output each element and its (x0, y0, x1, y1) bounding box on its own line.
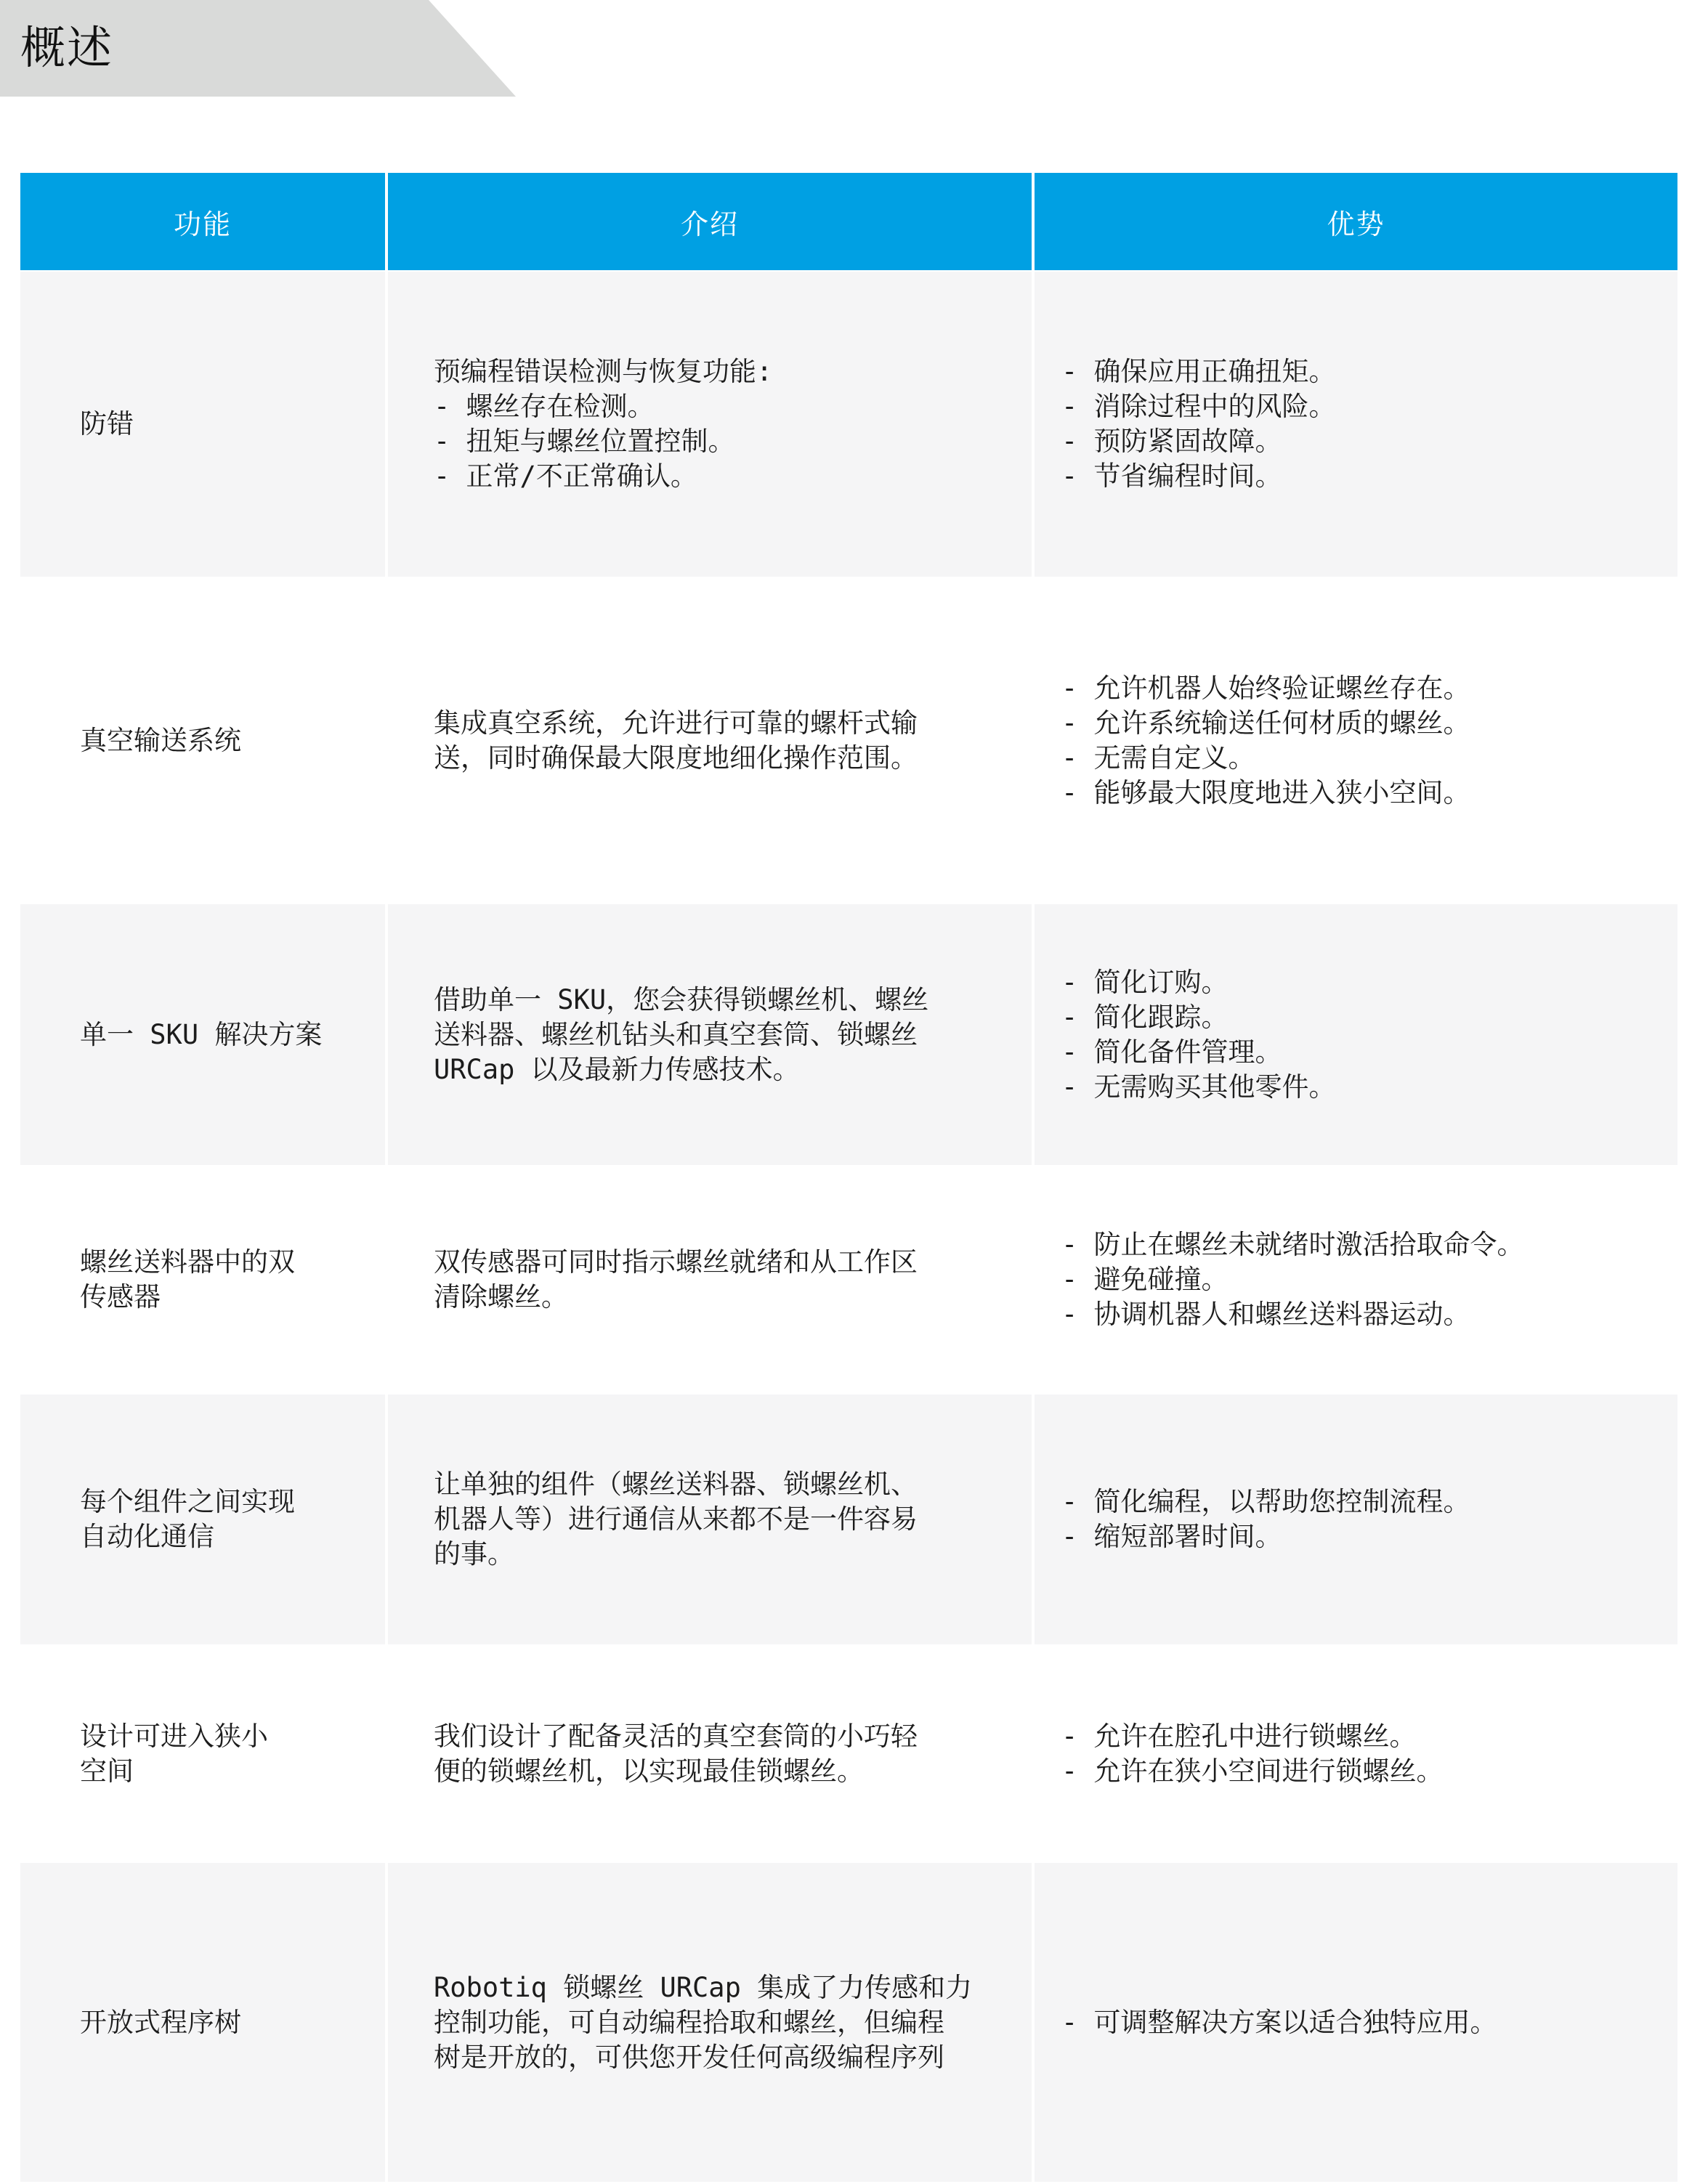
benefit-cell: - 确保应用正确扭矩。 - 消除过程中的风险。 - 预防紧固故障。 - 节省编程时间。 (1035, 272, 1677, 577)
benefit-cell: - 允许在腔孔中进行锁螺丝。 - 允许在狭小空间进行锁螺丝。 (1035, 1644, 1677, 1863)
header-intro: 介绍 (388, 173, 1032, 270)
feature-cell: 真空输送系统 (20, 577, 385, 904)
table-row (20, 1863, 1677, 2182)
table-header-row (20, 173, 1677, 270)
feature-cell: 螺丝送料器中的双 传感器 (20, 1165, 385, 1395)
table-row (20, 577, 1677, 904)
intro-cell: 借助单一 SKU，您会获得锁螺丝机、螺丝 送料器、螺丝机钻头和真空套筒、锁螺丝 URCap 以及最新力传感技术。 (388, 904, 1032, 1165)
intro-cell: 双传感器可同时指示螺丝就绪和从工作区 清除螺丝。 (388, 1165, 1032, 1395)
intro-cell: 集成真空系统，允许进行可靠的螺杆式输 送，同时确保最大限度地细化操作范围。 (388, 577, 1032, 904)
table-row (20, 904, 1677, 1165)
table-row (20, 1165, 1677, 1395)
feature-cell: 每个组件之间实现 自动化通信 (20, 1395, 385, 1644)
benefit-cell: - 可调整解决方案以适合独特应用。 (1035, 1863, 1677, 2182)
header-benefit: 优势 (1035, 173, 1677, 270)
feature-cell: 设计可进入狭小 空间 (20, 1644, 385, 1863)
overview-table (20, 173, 1677, 2182)
benefit-cell: - 防止在螺丝未就绪时激活拾取命令。 - 避免碰撞。 - 协调机器人和螺丝送料器运动。 (1035, 1165, 1677, 1395)
intro-cell: Robotiq 锁螺丝 URCap 集成了力传感和力 控制功能，可自动编程拾取和螺丝，但编程 树是开放的，可供您开发任何高级编程序列 (388, 1863, 1032, 2182)
benefit-cell: - 允许机器人始终验证螺丝存在。 - 允许系统输送任何材质的螺丝。 - 无需自定义。 - 能够最大限度地进入狭小空间。 (1035, 577, 1677, 904)
table-row (20, 1395, 1677, 1644)
intro-cell: 让单独的组件（螺丝送料器、锁螺丝机、 机器人等）进行通信从来都不是一件容易 的事。 (388, 1395, 1032, 1644)
header-feature: 功能 (20, 173, 385, 270)
table-row (20, 272, 1677, 577)
intro-cell: 预编程错误检测与恢复功能: - 螺丝存在检测。 - 扭矩与螺丝位置控制。 - 正常/不正常确认。 (388, 272, 1032, 577)
benefit-cell: - 简化编程，以帮助您控制流程。 - 缩短部署时间。 (1035, 1395, 1677, 1644)
feature-cell: 防错 (20, 272, 385, 577)
feature-cell: 开放式程序树 (20, 1863, 385, 2182)
feature-cell: 单一 SKU 解决方案 (20, 904, 385, 1165)
benefit-cell: - 简化订购。 - 简化跟踪。 - 简化备件管理。 - 无需购买其他零件。 (1035, 904, 1677, 1165)
table-row (20, 1644, 1677, 1863)
intro-cell: 我们设计了配备灵活的真空套筒的小巧轻 便的锁螺丝机，以实现最佳锁螺丝。 (388, 1644, 1032, 1863)
section-title: 概述 (20, 21, 114, 74)
